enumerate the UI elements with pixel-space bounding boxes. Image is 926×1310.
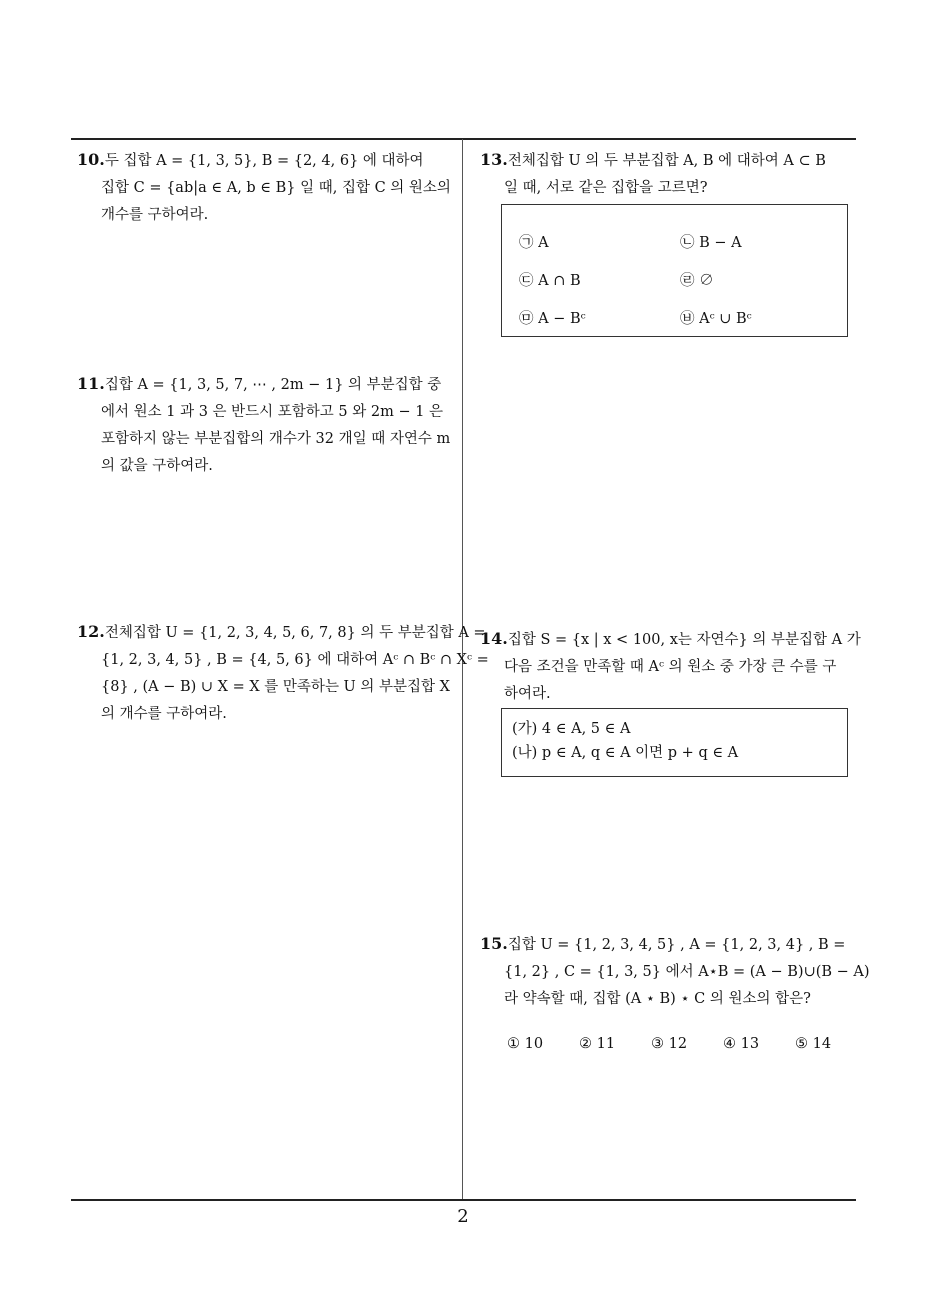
question-text-line: 에서 원소 1 과 3 은 반드시 포함하고 5 와 2m − 1 은 [101,404,444,420]
question-text-line: 의 값을 구하여라. [101,458,213,474]
question-text-line: 집합 S = {x | x < 100, x는 자연수} 의 부분집합 A 가 [507,632,861,648]
conditions-box [501,708,848,777]
question-number: 10. [77,150,105,169]
bottom-rule [71,1199,856,1201]
question-number: 14. [480,629,508,648]
question-14 [480,625,861,708]
question-text-line: 일 때, 서로 같은 집합을 고르면? [504,180,708,196]
question-number: 15. [480,934,508,953]
question-11 [77,370,450,480]
option-item: ㉣ ∅ [680,273,714,289]
question-text-line: 개수를 구하여라. [101,207,209,223]
question-text-line: 포함하지 않는 부분집합의 개수가 32 개일 때 자연수 m [101,431,451,447]
page-number: 2 [457,1206,469,1227]
condition-item: (나) p ∈ A, q ∈ A 이면 p + q ∈ A [512,745,739,761]
condition-item: (가) 4 ∈ A, 5 ∈ A [512,721,631,737]
question-text-line: 두 집합 A = {1, 3, 5}, B = {2, 4, 6} 에 대하여 [104,153,424,169]
option-item: ㉠ A [519,235,549,251]
question-text-line: {1, 2, 3, 4, 5} , B = {4, 5, 6} 에 대하여 Aᶜ ∩ Bᶜ ∩ Xᶜ = [101,652,489,668]
question-text-line: 전체집합 U = {1, 2, 3, 4, 5, 6, 7, 8} 의 두 부분집합 A = [104,625,486,641]
question-13 [480,146,826,202]
option-item: ㉤ A − Bᶜ [519,311,586,327]
question-number: 11. [77,374,105,393]
question-text-line: 라 약속할 때, 집합 (A ⋆ B) ⋆ C 의 원소의 합은? [504,991,811,1007]
question-text-line: {1, 2} , C = {1, 3, 5} 에서 A⋆B = (A − B)∪(B − A) [504,964,870,980]
options-box [501,204,848,337]
question-text-line: 다음 조건을 만족할 때 Aᶜ 의 원소 중 가장 큰 수를 구 [504,659,837,675]
answer-choice: ① 10 [507,1036,544,1052]
question-text-line: 의 개수를 구하여라. [101,706,227,722]
question-text-line: 집합 U = {1, 2, 3, 4, 5} , A = {1, 2, 3, 4} , B = [507,937,846,953]
option-item: ㉢ A ∩ B [519,273,581,289]
answer-choice: ③ 12 [651,1036,688,1052]
question-text-line: {8} , (A − B) ∪ X = X 를 만족하는 U 의 부분집합 X [101,679,450,695]
answer-choices [507,1036,867,1052]
question-text-line: 전체집합 U 의 두 부분집합 A, B 에 대하여 A ⊂ B [507,153,826,169]
top-rule [71,138,856,140]
question-text-line: 집합 C = {ab|a ∈ A, b ∈ B} 일 때, 집합 C 의 원소의 [101,180,451,196]
option-item: ㉥ Aᶜ ∪ Bᶜ [680,311,752,327]
answer-choice: ④ 13 [723,1036,760,1052]
question-text-line: 집합 A = {1, 3, 5, 7, ⋯ , 2m − 1} 의 부분집합 중 [104,377,442,393]
question-text-line: 하여라. [504,686,551,702]
answer-choice: ② 11 [579,1036,616,1052]
answer-choice: ⑤ 14 [795,1036,832,1052]
question-15 [480,930,870,1013]
question-12 [77,618,489,728]
question-number: 12. [77,622,105,641]
option-item: ㉡ B − A [680,235,742,251]
question-10 [77,146,451,229]
question-number: 13. [480,150,508,169]
